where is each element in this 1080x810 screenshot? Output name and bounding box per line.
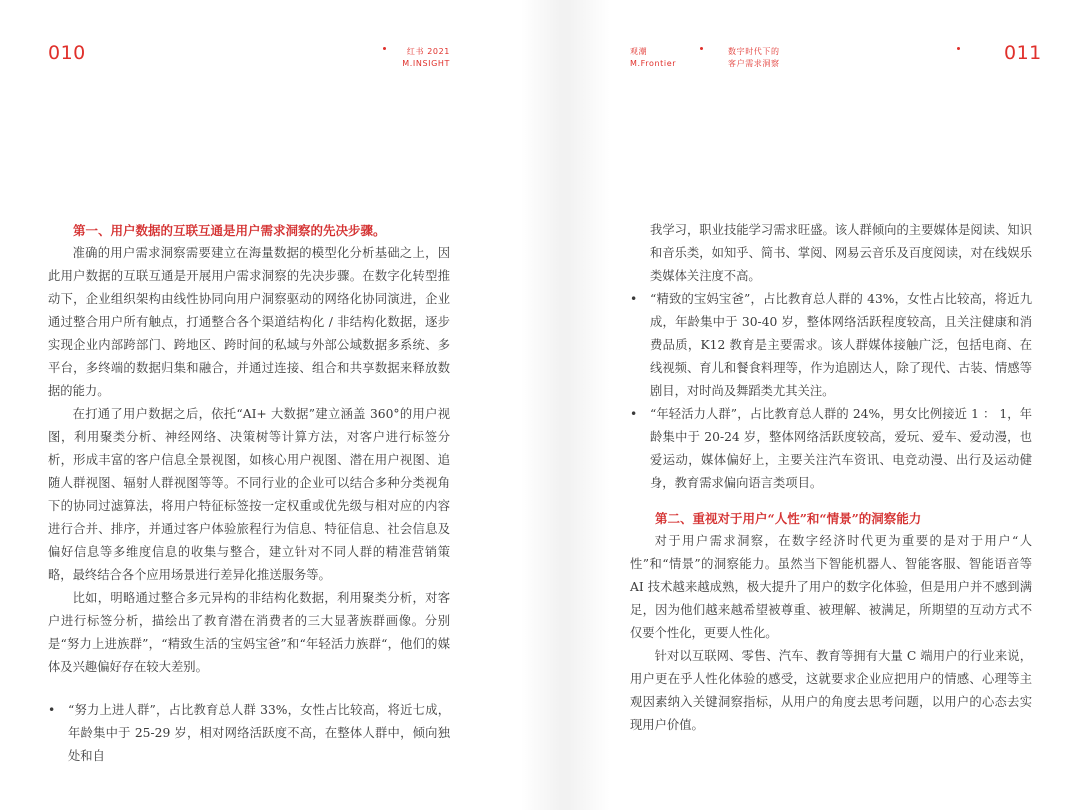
section2-paragraph: 针对以互联网、零售、汽车、教育等拥有大量 C 端用户的行业来说，用户更在乎人性化体验的感受，这就要求企业应把用户的情感、心理等主观因素纳入关键洞察指标，从用户的角度去思考问题，以用户的心态去实现用户价值。 <box>630 649 1032 732</box>
right-header-left <box>630 46 676 70</box>
section1-paragraph: 在打通了用户数据之后，依托“AI+ 大数据”建立涵盖 360°的用户视图，利用聚类分析、神经网络、决策树等计算方法，对客户进行标签分析，形成丰富的客户信息全景视图，如核心用户视图、潜在用户视图、追随人群视图、辐射人群视图等等。不同行业的企业可以结合多种分类视角下的协同过滤算法，将用户特征标签按一定权重或优先级与相对应的内容进行合并、排序，并通过客户体验旅程行为信息、特征信息、社会信息及偏好信息等多维度信息的收集与整合，建立针对不同人群的精准营销策略，最终结合各个应用场景进行差异化推送服务等。 <box>48 407 450 582</box>
bullet-item <box>630 403 1032 495</box>
section1-paragraph: 比如，明略通过整合多元异构的非结构化数据，利用聚类分析，对客户进行标签分析，描绘出了教育潜在消费者的三大显著族群画像。分别是“努力上进族群”，“精致生活的宝妈宝爸”和“年轻活力族群“，他们的媒体及兴趣偏好存在较大差别。 <box>48 591 450 674</box>
right-header-right-line1: 数字时代下的 <box>728 47 780 56</box>
left-page-body <box>48 219 450 768</box>
left-page-number: 010 <box>48 42 86 64</box>
right-header-right <box>728 46 780 70</box>
right-header-right-line2: 客户需求洞察 <box>728 59 780 68</box>
section1-paragraph: 准确的用户需求洞察需要建立在海量数据的模型化分析基础之上，因此用户数据的互联互通是开展用户需求洞察的先决步骤。在数字化转型推动下，企业组织架构由线性协同向用户洞察驱动的网络化协同演进，企业通过整合用户所有触点，打通整合各个渠道结构化 / 非结构化数据，逐步实现企业内部跨部门、跨地区、跨时间的私域与外部公域数据多系统、多平台，多终端的数据归集和融合，并通过连接、组合和共享数据来释放数据的能力。 <box>48 246 450 398</box>
header-dot <box>957 47 960 50</box>
bullet-text: “努力上进人群”，占比教育总人群 33%，女性占比较高，将近七成，年龄集中于 25-29 岁，相对网络活跃度不高，在整体人群中，倾向独处和自 <box>68 703 450 763</box>
right-header-left-line2: M.Frontier <box>630 59 677 68</box>
header-dot <box>383 47 386 50</box>
right-page-body <box>630 219 1032 737</box>
page-gutter <box>520 0 610 810</box>
bullet-mark: • <box>48 703 56 717</box>
continued-text: 我学习，职业技能学习需求旺盛。该人群倾向的主要媒体是阅读、知识和音乐类，如知乎、简书、掌阅、网易云音乐及百度阅读，对在线娱乐类媒体关注度不高。 <box>650 223 1032 283</box>
left-header <box>398 46 450 70</box>
left-header-line1: 红书 2021 <box>406 47 450 56</box>
bullet-item <box>630 288 1032 403</box>
left-header-line2: M.INSIGHT <box>402 59 450 68</box>
section2-paragraph: 对于用户需求洞察，在数字经济时代更为重要的是对于用户“人性”和“情景”的洞察能力。虽然当下智能机器人、智能客服、智能语音等 AI 技术越来越成熟，极大提升了用户的数字化体验，但是用户并不感到满足，因为他们越来越希望被尊重、被理解、被满足，所期望的互动方式不仅要个性化，更要人性化。 <box>630 534 1032 640</box>
bullet-item <box>48 699 450 768</box>
bullet-text: “年轻活力人群”，占比教育总人群的 24%，男女比例接近 1 ： 1，年龄集中于 20-24 岁，整体网络活跃度较高，爱玩、爱车、爱动漫，也爱运动，媒体偏好上，主要关注汽车资讯、电竞动漫、出行及运动健身，教育需求偏向语言类项目。 <box>650 407 1032 490</box>
section2-title: 第二、重视对于用户“人性”和“情景”的洞察能力 <box>655 511 922 526</box>
right-header-left-line1: 观潮 <box>630 47 648 56</box>
bullet-text: “精致的宝妈宝爸”，占比教育总人群的 43%，女性占比较高，将近九成，年龄集中于 30-40 岁，整体网络活跃程度较高，且关注健康和消费品质，K12 教育是主要需求。该人群媒体接触广泛，包括电商、在线视频、育儿和餐食料理等，作为追剧达人，除了现代、古装、情感等剧目，对时尚及舞蹈类尤其关注。 <box>650 292 1032 398</box>
header-dot <box>700 47 703 50</box>
bullet-mark: • <box>630 407 638 421</box>
right-page-number: 011 <box>1004 42 1042 64</box>
section1-title: 第一、用户数据的互联互通是用户需求洞察的先决步骤。 <box>73 223 386 238</box>
bullet-mark: • <box>630 292 638 306</box>
